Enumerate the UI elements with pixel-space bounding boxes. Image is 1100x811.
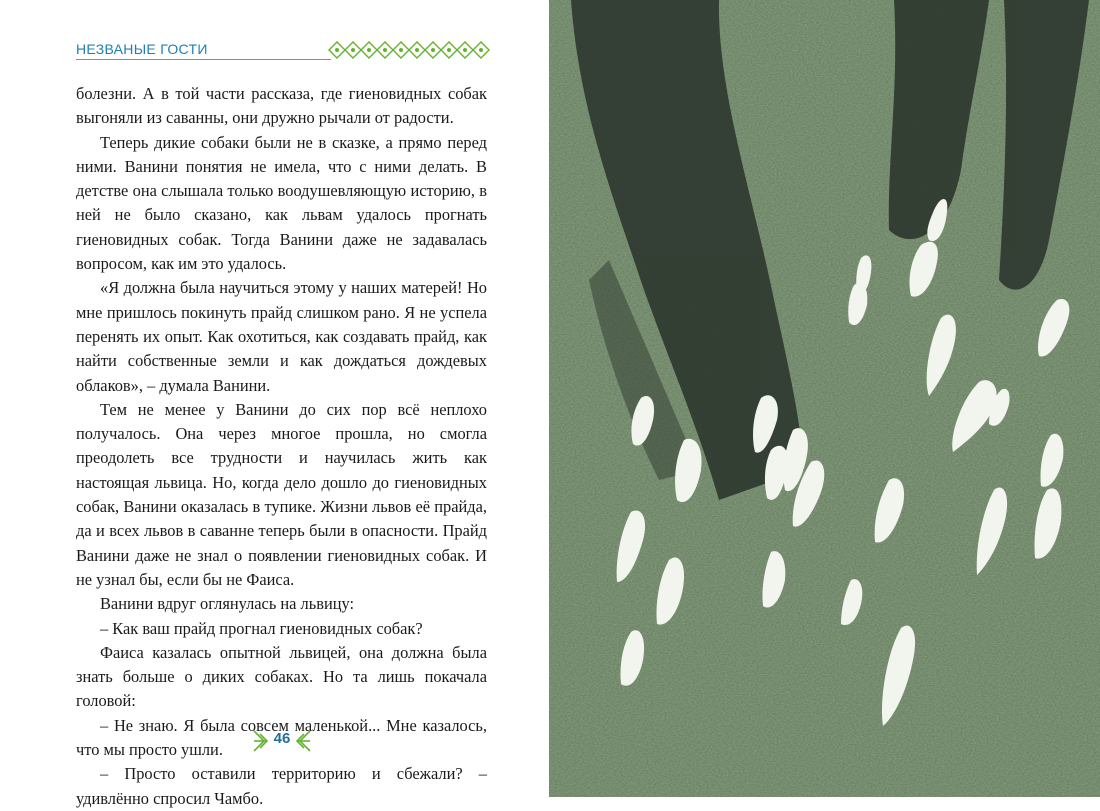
paragraph: Теперь дикие собаки были не в сказке, а прямо перед ними. Ванини понятия не имела, что с ними делать. В детстве она слышала только воодушевляющую историю, в ней не было сказано, как львам удалось прогнать гиеновидных собак. Тогда Ванини даже не задавалась вопросом, как им это удалось.	[76, 132, 487, 274]
paragraph: «Я должна была научиться этому у наших матерей! Но мне пришлось покинуть прайд слишком рано. Я не успела перенять их опыт. Как охотиться, как создавать прайд, как найти собственные земли и как дождаться дождевых облаков», – думала Ванини.	[76, 278, 487, 395]
header-ornament-icon	[327, 40, 495, 60]
body-text	[76, 82, 487, 811]
paragraph: Тем не менее у Ванини до сих пор всё неплохо получалось. Она через многое прошла, но смогла преодолеть все трудности и научилась жить как настоящая львица. Но, когда дело дошло до гиеновидных собак, Ванини оказалась в тупике. Жизни львов её прайда, да и всех львов в саванне теперь были в опасности. Прайд Ванини даже не знал о появлении гиеновидных собак. И не узнал бы, если бы не Фаиса.	[76, 399, 487, 589]
running-title: НЕЗВАНЫЕ ГОСТИ	[76, 41, 208, 57]
page-number-block	[252, 728, 312, 754]
dialogue-line: – Не знаю. Я была совсем маленькой... Мне казалось, что мы просто ушли.	[76, 715, 487, 760]
paragraph: Фаиса казалась опытной львицей, она должна была знать больше о диких собаках. Но та лишь покачала головой:	[76, 642, 487, 711]
dialogue-line: – Просто оставили территорию и сбежали? – удивлённо спросил Чамбо.	[76, 764, 487, 808]
paragraph: болезни. А в той части рассказа, где гиеновидных собак выгоняли из саванны, они дружно рычали от радости.	[76, 84, 487, 128]
forest-illustration	[549, 0, 1100, 797]
dialogue-line: – Как ваш прайд прогнал гиеновидных собак?	[100, 618, 423, 638]
text-page	[0, 0, 549, 808]
page-number: 46	[273, 730, 291, 747]
paragraph: Ванини вдруг оглянулась на львицу:	[100, 594, 355, 614]
header-rule	[76, 59, 331, 60]
